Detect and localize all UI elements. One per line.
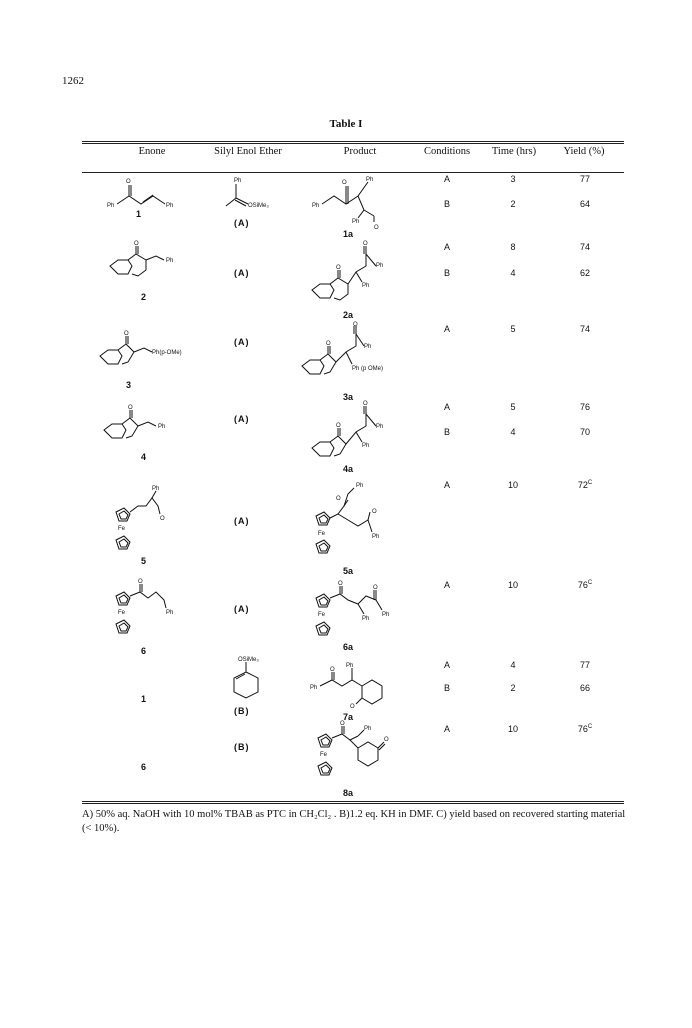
svg-text:Fe: Fe (318, 612, 326, 618)
header-product: Product (343, 146, 377, 157)
time-cell: 5 (510, 402, 516, 412)
svg-text:Ph: Ph (166, 203, 174, 209)
svg-text:Ph: Ph (362, 443, 370, 449)
condition-cell: A (443, 480, 450, 490)
product-2a-structure (306, 242, 396, 308)
condition-cell: A (443, 242, 450, 252)
yield-cell: 70 (579, 427, 590, 437)
reagent-label: (A) (234, 218, 250, 228)
svg-text:Ph: Ph (364, 726, 372, 732)
svg-text:Ph: Ph (376, 424, 384, 430)
product-label: 2a (343, 310, 354, 320)
svg-text:Ph: Ph (166, 610, 174, 616)
page-number: 1262 (62, 75, 84, 87)
time-cell: 10 (507, 480, 518, 490)
product-6a-structure (310, 580, 400, 642)
time-cell: 10 (507, 724, 518, 734)
svg-text:O: O (340, 721, 345, 727)
product-label: 7a (343, 712, 354, 722)
svg-text:O: O (336, 423, 341, 429)
time-cell: 4 (510, 660, 516, 670)
condition-cell: A (443, 580, 450, 590)
svg-text:O: O (126, 179, 131, 185)
top-rule-2 (82, 143, 624, 144)
svg-text:O: O (330, 667, 335, 673)
svg-text:O: O (336, 265, 341, 271)
bottom-rule-2 (82, 803, 624, 804)
time-cell: 10 (507, 580, 518, 590)
time-cell: 4 (510, 268, 516, 278)
product-label: 8a (343, 788, 354, 798)
yield-cell: 64 (579, 199, 590, 209)
reagent-label: (A) (234, 268, 250, 278)
svg-text:O: O (338, 581, 343, 587)
product-5a-structure (310, 480, 390, 564)
svg-text:Ph: Ph (362, 616, 370, 622)
product-label: 1a (343, 229, 354, 239)
header-rule (82, 172, 624, 173)
yield-cell: 77 (579, 174, 590, 184)
condition-cell: A (443, 174, 450, 184)
enone-number: 1 (136, 209, 142, 219)
product-label: 3a (343, 392, 354, 402)
time-cell: 2 (510, 683, 516, 693)
header-enone: Enone (138, 146, 166, 157)
condition-cell: B (443, 427, 450, 437)
condition-cell: A (443, 660, 450, 670)
time-cell: 4 (510, 427, 516, 437)
svg-text:O: O (353, 322, 358, 328)
product-label: 5a (343, 566, 354, 576)
svg-text:Fe: Fe (118, 610, 126, 616)
svg-text:OSiMe₃: OSiMe₃ (238, 657, 259, 663)
condition-cell: A (443, 324, 450, 334)
svg-text:Ph: Ph (158, 424, 166, 430)
yield-cell: $76^C$ (577, 580, 593, 590)
time-cell: 5 (510, 324, 516, 334)
svg-text:OSiMe₃: OSiMe₃ (248, 203, 269, 209)
svg-text:O: O (124, 331, 129, 337)
enone-6-structure (110, 578, 190, 642)
product-4a-structure (306, 402, 396, 466)
time-cell: 2 (510, 199, 516, 209)
yield-cell: 74 (579, 242, 590, 252)
svg-text:O: O (326, 341, 331, 347)
svg-text:Ph: Ph (312, 203, 320, 209)
enone-number: 2 (141, 292, 147, 302)
svg-text:O: O (138, 579, 143, 585)
yield-cell: $76^C$ (577, 724, 593, 734)
header-yield: Yield (%) (563, 146, 605, 157)
svg-text:O: O (374, 225, 379, 231)
svg-text:O: O (342, 180, 347, 186)
enone-1-structure (105, 176, 185, 216)
svg-text:Ph (p OMe): Ph (p OMe) (352, 366, 384, 372)
header-silyl-enol-ether: Silyl Enol Ether (214, 146, 282, 157)
svg-text:Ph(p-OMe): Ph(p-OMe) (152, 350, 182, 356)
svg-text:O: O (373, 585, 378, 591)
yield-cell: 76 (579, 402, 590, 412)
svg-text:Ph: Ph (364, 344, 372, 350)
enone-3-structure (92, 330, 212, 376)
condition-cell: A (443, 724, 450, 734)
header-time: Time (hrs) (491, 146, 537, 157)
svg-text:O: O (363, 401, 368, 407)
table-title: Table I (329, 118, 363, 130)
product-3a-structure (296, 324, 406, 384)
svg-text:Fe: Fe (320, 752, 328, 758)
condition-cell: B (443, 268, 450, 278)
condition-cell: B (443, 683, 450, 693)
svg-text:O: O (384, 737, 389, 743)
svg-text:Ph: Ph (152, 486, 160, 492)
yield-cell: 62 (579, 268, 590, 278)
reagent-label: (A) (234, 337, 250, 347)
reagent-label: (A) (234, 516, 250, 526)
reagent-label: (A) (234, 414, 250, 424)
enone-number: 6 (141, 762, 147, 772)
svg-text:O: O (336, 496, 341, 502)
reagent-label: (B) (234, 706, 250, 716)
svg-text:Ph: Ph (352, 219, 360, 225)
enone-number: 5 (141, 556, 147, 566)
svg-text:O: O (363, 241, 368, 247)
reagent-label: (A) (234, 604, 250, 614)
enone-number: 6 (141, 646, 147, 656)
svg-text:Ph: Ph (382, 612, 390, 618)
svg-text:Ph: Ph (372, 534, 380, 540)
svg-text:Ph: Ph (356, 483, 364, 489)
enone-number: 1 (141, 694, 147, 704)
table-footnote: A) 50% aq. NaOH with 10 mol% TBAB as PTC in CH₂Cl₂ . B)1.2 eq. KH in DMF. C) yield based on recovered starting material (< 10%). (82, 809, 626, 834)
svg-text:Ph: Ph (366, 177, 374, 183)
svg-text:O: O (128, 405, 133, 411)
product-1a-structure (312, 174, 392, 230)
svg-text:Ph: Ph (234, 178, 242, 184)
svg-text:Ph: Ph (310, 685, 318, 691)
product-label: 4a (343, 464, 354, 474)
enone-number: 4 (141, 452, 147, 462)
svg-text:O: O (160, 516, 165, 522)
time-cell: 8 (510, 242, 516, 252)
bottom-rule (82, 801, 624, 802)
svg-text:Ph: Ph (376, 263, 384, 269)
product-label: 6a (343, 642, 354, 652)
enone-2-structure (100, 240, 190, 290)
product-7a-structure (306, 658, 406, 708)
condition-cell: A (443, 402, 450, 412)
yield-cell: 74 (579, 324, 590, 334)
reagent-label: (B) (234, 742, 250, 752)
silyl-enol-ether-A-structure (222, 176, 292, 216)
enone-5-structure (110, 484, 180, 562)
svg-text:Ph: Ph (166, 258, 174, 264)
time-cell: 3 (510, 174, 516, 184)
header-conditions: Conditions (423, 146, 471, 157)
enone-number: 3 (126, 380, 132, 390)
svg-text:Ph: Ph (362, 283, 370, 289)
svg-text:Fe: Fe (118, 526, 126, 532)
svg-text:Fe: Fe (318, 531, 326, 537)
condition-cell: B (443, 199, 450, 209)
svg-text:O: O (134, 241, 139, 247)
svg-text:O: O (350, 704, 355, 710)
top-rule (82, 141, 624, 142)
yield-cell: $72^C$ (577, 480, 593, 490)
enone-4-structure (96, 402, 186, 448)
yield-cell: 66 (579, 683, 590, 693)
yield-cell: 77 (579, 660, 590, 670)
svg-text:Ph: Ph (346, 663, 354, 669)
product-8a-structure (312, 722, 402, 788)
svg-text:O: O (372, 509, 377, 515)
silyl-enol-ether-B-structure (226, 656, 286, 706)
svg-text:Ph: Ph (107, 203, 115, 209)
